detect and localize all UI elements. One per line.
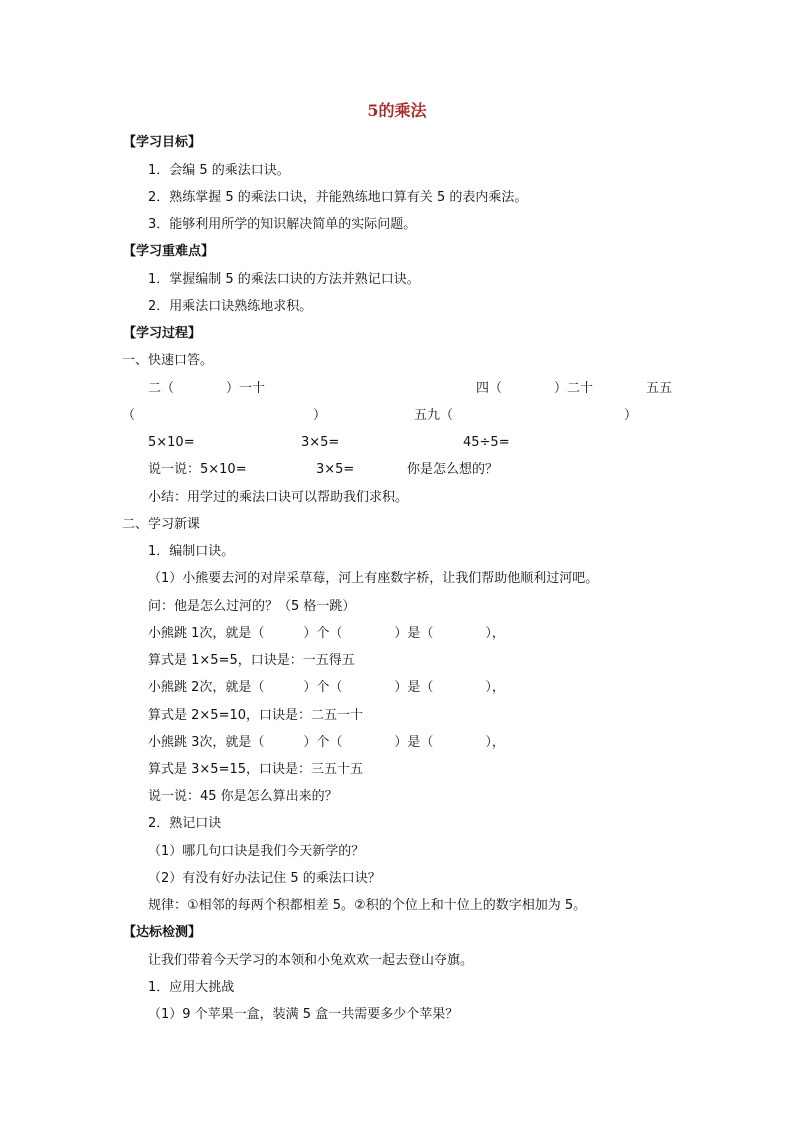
jump-line-1: 小熊跳 1次，就是（ ）个（ ）是（ ）， <box>148 626 505 641</box>
fill-blank-d-close: ） <box>313 408 327 423</box>
section-heading-test: 【达标检测】 <box>123 925 202 940</box>
story-text: （1）小熊要去河的对岸采草莓，河上有座数字桥，让我们帮助他顺利过河吧。 <box>148 571 599 586</box>
sub-heading-2: 2．熟记口诀 <box>148 816 222 831</box>
formula-line-3: 算式是 3×5=15，口诀是：三五十五 <box>148 762 364 777</box>
section-heading-process: 【学习过程】 <box>123 326 202 341</box>
calc-3: 45÷5= <box>463 435 510 450</box>
test-intro: 让我们带着今天学习的本领和小兔欢欢一起去登山夺旗。 <box>148 953 474 968</box>
fill-blank-e-open: 五九（ <box>414 408 454 423</box>
goal-item-1: 1．会编 5 的乘法口诀。 <box>148 163 290 178</box>
keypoint-item-1: 1．掌握编制 5 的乘法口诀的方法并熟记口诀。 <box>148 272 420 287</box>
goal-item-3: 3．能够利用所学的知识解决简单的实际问题。 <box>148 217 417 232</box>
summary: 小结：用学过的乘法口诀可以帮助我们求积。 <box>148 490 409 505</box>
sub-heading-1: 1．编制口诀。 <box>148 544 235 559</box>
formula-line-2: 算式是 2×5=10，口诀是：二五一十 <box>148 708 364 723</box>
fill-blank-d-open: （ <box>122 408 136 423</box>
fill-blank-e-close: ） <box>624 408 638 423</box>
fill-blank-c: 五五 <box>646 381 673 396</box>
question-text: 问：他是怎么过河的？（5 格一跳） <box>148 599 356 614</box>
calc-2: 3×5= <box>301 435 340 450</box>
say-calc: 3×5= <box>316 462 355 477</box>
say-45: 说一说：45 你是怎么算出来的？ <box>148 789 338 804</box>
keypoint-item-2: 2．用乘法口诀熟练地求积。 <box>148 299 313 314</box>
part1-heading: 一、快速口答。 <box>122 353 214 368</box>
goal-item-2: 2．熟练掌握 5 的乘法口诀，并能熟练地口算有关 5 的表内乘法。 <box>148 190 528 205</box>
fill-blank-b: 四（ ）二十 <box>476 381 594 396</box>
test-question-1: （1）9 个苹果一盒，装满 5 盒一共需要多少个苹果？ <box>148 1007 459 1022</box>
test-sub-heading-1: 1．应用大挑战 <box>148 980 235 995</box>
jump-line-3: 小熊跳 3次，就是（ ）个（ ）是（ ）， <box>148 735 505 750</box>
part2-heading: 二、学习新课 <box>122 517 201 532</box>
fill-blank-a: 二（ ）一十 <box>148 381 266 396</box>
memorize-question-1: （1）哪几句口诀是我们今天新学的？ <box>148 844 365 859</box>
section-heading-keypoints: 【学习重难点】 <box>123 244 215 259</box>
memorize-question-2: （2）有没有好办法记住 5 的乘法口诀？ <box>148 871 381 886</box>
jump-line-2: 小熊跳 2次，就是（ ）个（ ）是（ ）， <box>148 680 505 695</box>
section-heading-goals: 【学习目标】 <box>123 135 202 150</box>
page-title: 5的乘法 <box>367 101 427 120</box>
formula-line-1: 算式是 1×5=5，口诀是：一五得五 <box>148 653 355 668</box>
rule-text: 规律：①相邻的每两个积都相差 5。②积的个位上和十位上的数字相加为 5。 <box>148 898 587 913</box>
say-question: 你是怎么想的？ <box>407 462 499 477</box>
calc-1: 5×10= <box>148 435 195 450</box>
say-label: 说一说：5×10= <box>148 462 247 477</box>
